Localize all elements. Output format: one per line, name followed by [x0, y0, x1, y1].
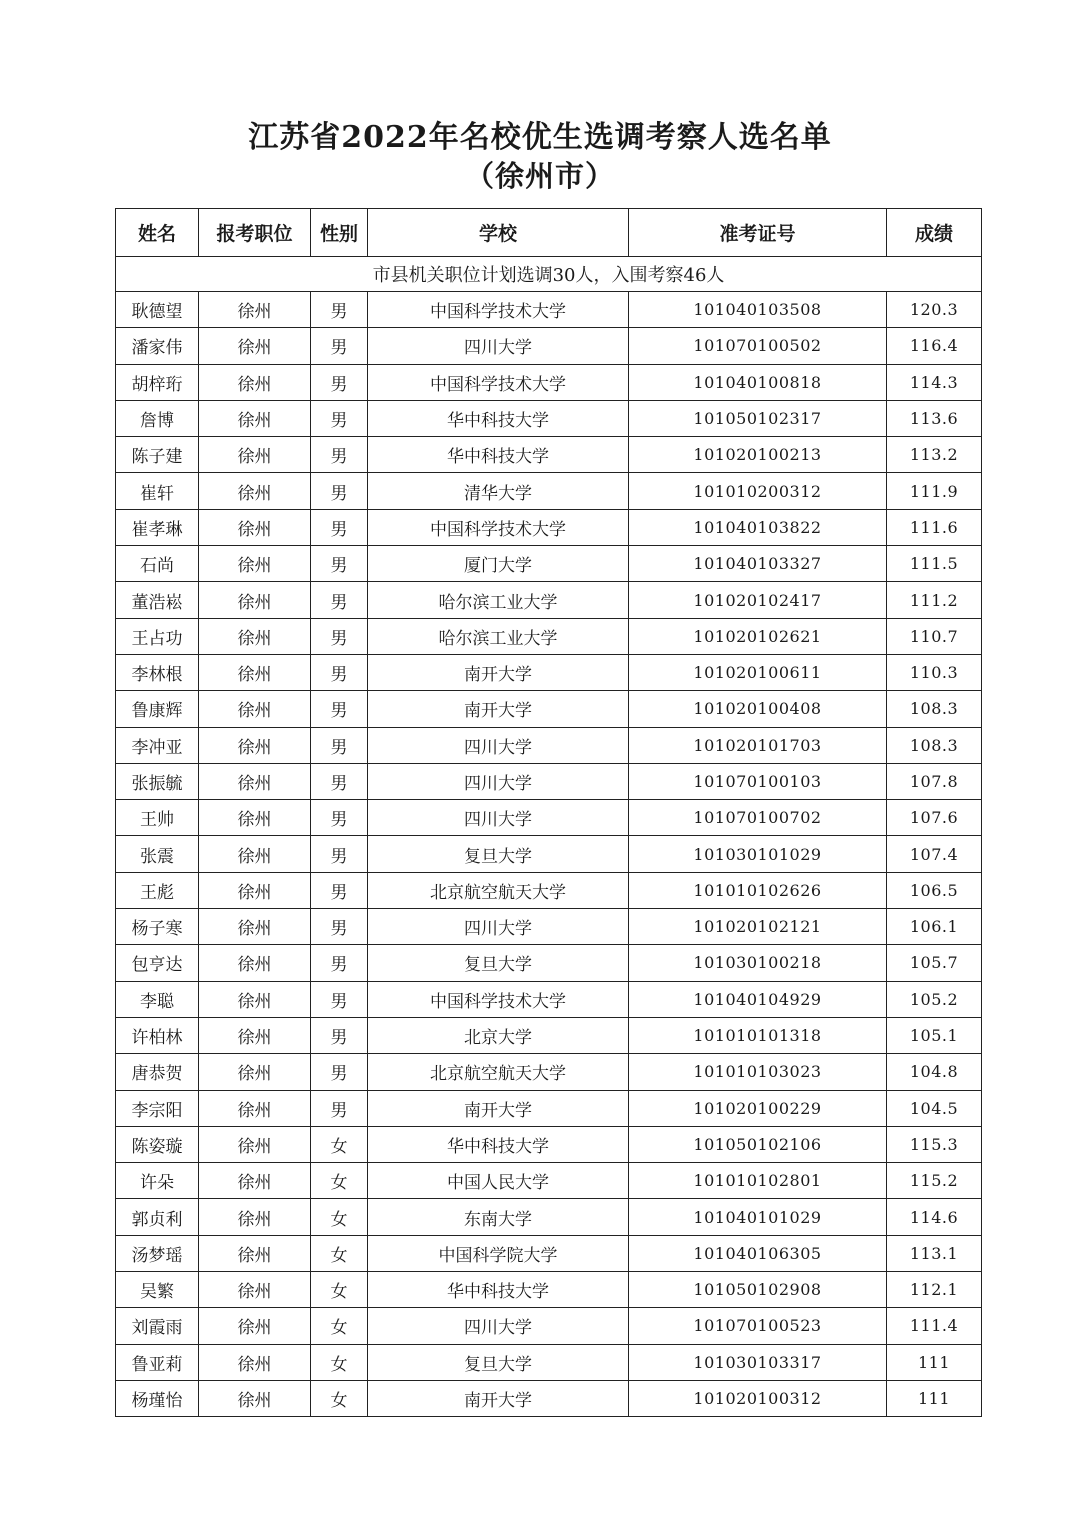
cell-score: 106.1 — [887, 909, 982, 945]
table-row — [116, 582, 982, 618]
cell-school: 复旦大学 — [368, 1344, 629, 1380]
cell-exam-id: 101070100103 — [629, 763, 887, 799]
cell-exam-id: 101020100408 — [629, 691, 887, 727]
cell-name: 李冲亚 — [116, 727, 199, 763]
cell-school: 四川大学 — [368, 1308, 629, 1344]
cell-score: 111.6 — [887, 509, 982, 545]
cell-gender: 女 — [311, 1308, 368, 1344]
cell-score: 110.3 — [887, 654, 982, 690]
cell-position: 徐州 — [199, 1090, 311, 1126]
cell-gender: 男 — [311, 654, 368, 690]
cell-gender: 男 — [311, 400, 368, 436]
cell-score: 107.4 — [887, 836, 982, 872]
cell-exam-id: 101050102317 — [629, 400, 887, 436]
cell-school: 哈尔滨工业大学 — [368, 582, 629, 618]
table-row — [116, 400, 982, 436]
cell-score: 104.8 — [887, 1054, 982, 1090]
table-row — [116, 800, 982, 836]
cell-name: 李林根 — [116, 654, 199, 690]
cell-score: 105.1 — [887, 1017, 982, 1053]
cell-name: 张振毓 — [116, 763, 199, 799]
cell-name: 李宗阳 — [116, 1090, 199, 1126]
cell-position: 徐州 — [199, 981, 311, 1017]
cell-score: 110.7 — [887, 618, 982, 654]
cell-exam-id: 101020102621 — [629, 618, 887, 654]
cell-exam-id: 101020101703 — [629, 727, 887, 763]
cell-position: 徐州 — [199, 1163, 311, 1199]
cell-position: 徐州 — [199, 1272, 311, 1308]
cell-position: 徐州 — [199, 437, 311, 473]
table-row — [116, 691, 982, 727]
cell-school: 中国科学技术大学 — [368, 509, 629, 545]
cell-exam-id: 101040106305 — [629, 1235, 887, 1271]
table-row — [116, 836, 982, 872]
cell-position: 徐州 — [199, 546, 311, 582]
cell-name: 许朵 — [116, 1163, 199, 1199]
cell-school: 中国科学技术大学 — [368, 981, 629, 1017]
cell-school: 四川大学 — [368, 328, 629, 364]
cell-school: 南开大学 — [368, 1380, 629, 1416]
cell-position: 徐州 — [199, 292, 311, 328]
cell-name: 胡梓珩 — [116, 364, 199, 400]
cell-score: 120.3 — [887, 292, 982, 328]
cell-exam-id: 101040100818 — [629, 364, 887, 400]
table-row — [116, 1163, 982, 1199]
cell-gender: 女 — [311, 1344, 368, 1380]
cell-name: 唐恭贺 — [116, 1054, 199, 1090]
cell-score: 111 — [887, 1344, 982, 1380]
header-position: 报考职位 — [199, 209, 311, 257]
cell-gender: 男 — [311, 800, 368, 836]
cell-score: 111.2 — [887, 582, 982, 618]
cell-score: 105.2 — [887, 981, 982, 1017]
cell-school: 清华大学 — [368, 473, 629, 509]
cell-gender: 男 — [311, 872, 368, 908]
cell-score: 108.3 — [887, 691, 982, 727]
cell-score: 104.5 — [887, 1090, 982, 1126]
cell-exam-id: 101030101029 — [629, 836, 887, 872]
cell-position: 徐州 — [199, 691, 311, 727]
cell-school: 中国科学技术大学 — [368, 292, 629, 328]
cell-name: 张震 — [116, 836, 199, 872]
cell-name: 许柏林 — [116, 1017, 199, 1053]
cell-gender: 男 — [311, 1054, 368, 1090]
cell-position: 徐州 — [199, 1126, 311, 1162]
cell-name: 王帅 — [116, 800, 199, 836]
cell-name: 陈子建 — [116, 437, 199, 473]
cell-gender: 男 — [311, 292, 368, 328]
table-body — [116, 292, 982, 1417]
cell-score: 113.2 — [887, 437, 982, 473]
cell-exam-id: 101010103023 — [629, 1054, 887, 1090]
cell-position: 徐州 — [199, 800, 311, 836]
cell-name: 崔孝琳 — [116, 509, 199, 545]
cell-position: 徐州 — [199, 872, 311, 908]
cell-gender: 女 — [311, 1235, 368, 1271]
cell-score: 113.6 — [887, 400, 982, 436]
cell-school: 中国科学院大学 — [368, 1235, 629, 1271]
cell-gender: 男 — [311, 763, 368, 799]
cell-gender: 男 — [311, 509, 368, 545]
table-row — [116, 654, 982, 690]
cell-school: 东南大学 — [368, 1199, 629, 1235]
cell-position: 徐州 — [199, 1380, 311, 1416]
cell-gender: 女 — [311, 1163, 368, 1199]
cell-position: 徐州 — [199, 1054, 311, 1090]
section-row — [116, 257, 982, 292]
cell-position: 徐州 — [199, 328, 311, 364]
cell-school: 南开大学 — [368, 1090, 629, 1126]
cell-score: 115.3 — [887, 1126, 982, 1162]
cell-name: 潘家伟 — [116, 328, 199, 364]
cell-position: 徐州 — [199, 945, 311, 981]
cell-school: 华中科技大学 — [368, 437, 629, 473]
cell-name: 王彪 — [116, 872, 199, 908]
cell-position: 徐州 — [199, 1308, 311, 1344]
cell-exam-id: 101020102417 — [629, 582, 887, 618]
table-row — [116, 1126, 982, 1162]
cell-gender: 男 — [311, 582, 368, 618]
cell-gender: 男 — [311, 546, 368, 582]
cell-score: 116.4 — [887, 328, 982, 364]
cell-score: 111.4 — [887, 1308, 982, 1344]
cell-gender: 男 — [311, 618, 368, 654]
candidate-table — [115, 208, 982, 1417]
cell-gender: 男 — [311, 836, 368, 872]
cell-gender: 女 — [311, 1380, 368, 1416]
cell-school: 厦门大学 — [368, 546, 629, 582]
cell-score: 112.1 — [887, 1272, 982, 1308]
cell-school: 南开大学 — [368, 691, 629, 727]
cell-exam-id: 101020100611 — [629, 654, 887, 690]
table-row — [116, 618, 982, 654]
cell-name: 石尚 — [116, 546, 199, 582]
cell-name: 杨瑾怡 — [116, 1380, 199, 1416]
cell-name: 陈姿璇 — [116, 1126, 199, 1162]
table-row — [116, 437, 982, 473]
table-row — [116, 364, 982, 400]
cell-gender: 男 — [311, 981, 368, 1017]
cell-exam-id: 101030100218 — [629, 945, 887, 981]
cell-gender: 男 — [311, 328, 368, 364]
table-row — [116, 509, 982, 545]
cell-name: 吴繁 — [116, 1272, 199, 1308]
table-row — [116, 1054, 982, 1090]
cell-position: 徐州 — [199, 364, 311, 400]
cell-gender: 男 — [311, 727, 368, 763]
cell-exam-id: 101070100523 — [629, 1308, 887, 1344]
cell-score: 107.8 — [887, 763, 982, 799]
cell-school: 中国科学技术大学 — [368, 364, 629, 400]
header-exam-id: 准考证号 — [629, 209, 887, 257]
cell-score: 111.5 — [887, 546, 982, 582]
cell-position: 徐州 — [199, 836, 311, 872]
table-row — [116, 763, 982, 799]
header-row — [116, 209, 982, 257]
cell-name: 董浩崧 — [116, 582, 199, 618]
table-row — [116, 945, 982, 981]
cell-exam-id: 101040103822 — [629, 509, 887, 545]
table-row — [116, 1344, 982, 1380]
cell-name: 包亨达 — [116, 945, 199, 981]
cell-name: 汤梦瑶 — [116, 1235, 199, 1271]
cell-position: 徐州 — [199, 727, 311, 763]
table-row — [116, 1017, 982, 1053]
table-row — [116, 1272, 982, 1308]
cell-gender: 女 — [311, 1126, 368, 1162]
cell-exam-id: 101030103317 — [629, 1344, 887, 1380]
cell-gender: 男 — [311, 473, 368, 509]
cell-school: 中国人民大学 — [368, 1163, 629, 1199]
cell-name: 崔轩 — [116, 473, 199, 509]
cell-exam-id: 101020102121 — [629, 909, 887, 945]
document-title: 江苏省2022年名校优生选调考察人选名单 — [248, 120, 832, 155]
cell-position: 徐州 — [199, 1235, 311, 1271]
cell-school: 复旦大学 — [368, 836, 629, 872]
cell-exam-id: 101040103508 — [629, 292, 887, 328]
section-label: 市县机关职位计划选调30人，入围考察46人 — [116, 257, 982, 292]
cell-school: 北京航空航天大学 — [368, 872, 629, 908]
cell-name: 詹博 — [116, 400, 199, 436]
cell-school: 南开大学 — [368, 654, 629, 690]
cell-position: 徐州 — [199, 1344, 311, 1380]
table-row — [116, 1380, 982, 1416]
table-row — [116, 1235, 982, 1271]
document-subtitle: （徐州市） — [464, 159, 615, 193]
cell-score: 107.6 — [887, 800, 982, 836]
cell-position: 徐州 — [199, 909, 311, 945]
cell-score: 105.7 — [887, 945, 982, 981]
cell-exam-id: 101020100229 — [629, 1090, 887, 1126]
cell-school: 四川大学 — [368, 909, 629, 945]
cell-name: 李聪 — [116, 981, 199, 1017]
cell-position: 徐州 — [199, 618, 311, 654]
cell-score: 111.9 — [887, 473, 982, 509]
cell-score: 108.3 — [887, 727, 982, 763]
table-row — [116, 981, 982, 1017]
cell-name: 鲁亚莉 — [116, 1344, 199, 1380]
cell-score: 114.6 — [887, 1199, 982, 1235]
cell-school: 复旦大学 — [368, 945, 629, 981]
table-row — [116, 872, 982, 908]
cell-exam-id: 101010102626 — [629, 872, 887, 908]
cell-gender: 男 — [311, 945, 368, 981]
cell-school: 华中科技大学 — [368, 400, 629, 436]
cell-position: 徐州 — [199, 582, 311, 618]
cell-exam-id: 101020100213 — [629, 437, 887, 473]
cell-score: 114.3 — [887, 364, 982, 400]
cell-score: 113.1 — [887, 1235, 982, 1271]
cell-school: 华中科技大学 — [368, 1126, 629, 1162]
table-row — [116, 546, 982, 582]
cell-exam-id: 101050102908 — [629, 1272, 887, 1308]
cell-position: 徐州 — [199, 509, 311, 545]
header-name: 姓名 — [116, 209, 199, 257]
cell-exam-id: 101050102106 — [629, 1126, 887, 1162]
cell-school: 四川大学 — [368, 727, 629, 763]
cell-name: 王占功 — [116, 618, 199, 654]
cell-exam-id: 101070100702 — [629, 800, 887, 836]
table-row — [116, 727, 982, 763]
cell-school: 四川大学 — [368, 763, 629, 799]
table-row — [116, 1090, 982, 1126]
cell-position: 徐州 — [199, 1199, 311, 1235]
cell-school: 四川大学 — [368, 800, 629, 836]
cell-exam-id: 101040101029 — [629, 1199, 887, 1235]
table-header — [116, 209, 982, 257]
cell-gender: 男 — [311, 1090, 368, 1126]
cell-score: 106.5 — [887, 872, 982, 908]
cell-name: 郭贞利 — [116, 1199, 199, 1235]
cell-school: 北京航空航天大学 — [368, 1054, 629, 1090]
cell-gender: 男 — [311, 909, 368, 945]
cell-gender: 男 — [311, 1017, 368, 1053]
cell-name: 耿德望 — [116, 292, 199, 328]
cell-score: 111 — [887, 1380, 982, 1416]
cell-school: 北京大学 — [368, 1017, 629, 1053]
table-row — [116, 292, 982, 328]
cell-exam-id: 101040104929 — [629, 981, 887, 1017]
header-gender: 性别 — [311, 209, 368, 257]
cell-score: 115.2 — [887, 1163, 982, 1199]
table-row — [116, 1199, 982, 1235]
cell-position: 徐州 — [199, 763, 311, 799]
cell-gender: 男 — [311, 691, 368, 727]
cell-exam-id: 101010102801 — [629, 1163, 887, 1199]
cell-school: 华中科技大学 — [368, 1272, 629, 1308]
cell-exam-id: 101010101318 — [629, 1017, 887, 1053]
table-row — [116, 473, 982, 509]
cell-name: 刘霞雨 — [116, 1308, 199, 1344]
cell-position: 徐州 — [199, 1017, 311, 1053]
cell-school: 哈尔滨工业大学 — [368, 618, 629, 654]
cell-position: 徐州 — [199, 473, 311, 509]
cell-position: 徐州 — [199, 654, 311, 690]
cell-exam-id: 101020100312 — [629, 1380, 887, 1416]
cell-exam-id: 101040103327 — [629, 546, 887, 582]
cell-name: 杨子寒 — [116, 909, 199, 945]
cell-exam-id: 101010200312 — [629, 473, 887, 509]
table-row — [116, 1308, 982, 1344]
cell-position: 徐州 — [199, 400, 311, 436]
cell-name: 鲁康辉 — [116, 691, 199, 727]
cell-gender: 女 — [311, 1272, 368, 1308]
cell-gender: 女 — [311, 1199, 368, 1235]
cell-gender: 男 — [311, 364, 368, 400]
header-school: 学校 — [368, 209, 629, 257]
table-row — [116, 909, 982, 945]
cell-exam-id: 101070100502 — [629, 328, 887, 364]
cell-gender: 男 — [311, 437, 368, 473]
table-row — [116, 328, 982, 364]
header-score: 成绩 — [887, 209, 982, 257]
